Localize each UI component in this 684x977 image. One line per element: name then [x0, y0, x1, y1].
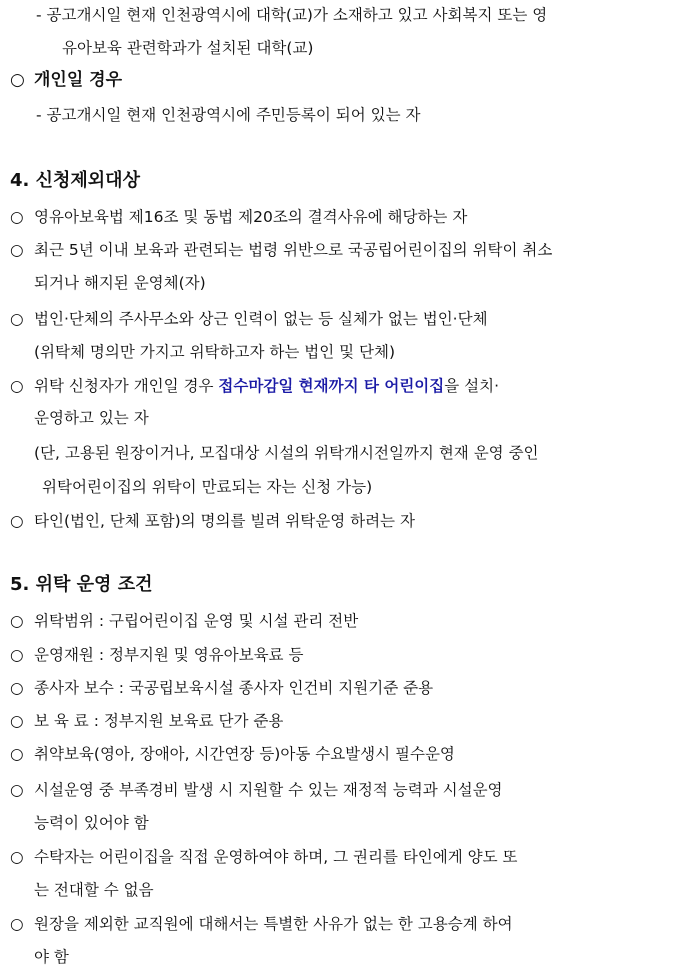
bullet-circle: ○ [10, 70, 25, 90]
bullet-circle: ○ [10, 377, 24, 395]
section-4-title: 4. 신청제외대상 [10, 170, 140, 191]
university-condition-line-2: 유아보육 관련학과가 설치된 대학(교) [62, 39, 314, 57]
bullet-circle: ○ [10, 241, 24, 259]
condition-item-7-text-1: 수탁자는 어린이집을 직접 운영하여야 하며, 그 권리를 타인에게 양도 또 [34, 848, 518, 866]
condition-item-6-text-2: 능력이 있어야 함 [34, 814, 149, 832]
condition-item-7-text-2: 는 전대할 수 없음 [34, 881, 154, 899]
exclusion-item-5-text: 타인(법인, 단체 포함)의 명의를 빌려 위탁운영 하려는 자 [34, 512, 415, 530]
condition-item-7 [10, 846, 518, 868]
exclusion-item-3-text-2: (위탁체 명의만 가지고 위탁하고자 하는 법인 및 단체) [34, 343, 396, 361]
section-5-title: 5. 위탁 운영 조건 [10, 574, 153, 595]
condition-item-4 [10, 710, 283, 732]
condition-item-8-text-1: 원장을 제외한 교직원에 대해서는 특별한 사유가 없는 한 고용승계 하여 [34, 915, 513, 933]
bullet-circle: ○ [10, 208, 24, 226]
residency-condition-line: - 공고개시일 현재 인천광역시에 주민등록이 되어 있는 자 [36, 106, 421, 124]
condition-item-8 [10, 913, 513, 935]
bullet-circle: ○ [10, 848, 24, 866]
exclusion-item-4 [10, 375, 499, 397]
bullet-circle: ○ [10, 679, 24, 697]
personal-heading-text: 개인일 경우 [34, 70, 123, 90]
exclusion-item-1-text: 영유아보육법 제16조 및 동법 제20조의 결격사유에 해당하는 자 [34, 208, 468, 226]
exclusion-item-3 [10, 308, 488, 330]
condition-item-3-text: 종사자 보수 : 국공립보육시설 종사자 인건비 지원기준 준용 [34, 679, 434, 697]
bullet-circle: ○ [10, 646, 24, 664]
exclusion-item-4-highlight: 접수마감일 현재까지 타 어린이집 [218, 377, 445, 395]
bullet-circle: ○ [10, 745, 24, 763]
exclusion-item-4-note-2: 위탁어린이집의 위탁이 만료되는 자는 신청 가능) [42, 478, 373, 496]
exclusion-item-2-text-2: 되거나 해지된 운영체(자) [34, 274, 206, 292]
bullet-circle: ○ [10, 612, 24, 630]
condition-item-2 [10, 644, 303, 666]
university-condition-line-1: - 공고개시일 현재 인천광역시에 대학(교)가 소재하고 있고 사회복지 또는 영 [36, 6, 548, 24]
condition-item-2-text: 운영재원 : 정부지원 및 영유아보육료 등 [34, 646, 304, 664]
exclusion-item-5 [10, 510, 415, 532]
exclusion-item-3-text-1: 법인·단체의 주사무소와 상근 인력이 없는 등 실체가 없는 법인·단체 [34, 310, 488, 328]
personal-heading [10, 69, 122, 91]
condition-item-6 [10, 779, 503, 801]
condition-item-4-text: 보 육 료 : 정부지원 보육료 단가 준용 [34, 712, 284, 730]
condition-item-6-text-1: 시설운영 중 부족경비 발생 시 지원할 수 있는 재정적 능력과 시설운영 [34, 781, 503, 799]
exclusion-item-4-pre: 위탁 신청자가 개인일 경우 [34, 377, 219, 395]
exclusion-item-4-line-2: 운영하고 있는 자 [34, 409, 149, 427]
exclusion-item-2-text-1: 최근 5년 이내 보육과 관련되는 법령 위반으로 국공립어린이집의 위탁이 취소 [34, 241, 553, 259]
exclusion-item-4-note-1: (단, 고용된 원장이거나, 모집대상 시설의 위탁개시전일까지 현재 운영 중인 [34, 444, 539, 462]
bullet-circle: ○ [10, 781, 24, 799]
condition-item-8-text-2: 야 함 [34, 948, 69, 966]
condition-item-3 [10, 677, 433, 699]
bullet-circle: ○ [10, 712, 24, 730]
condition-item-1-text: 위탁범위 : 구립어린이집 운영 및 시설 관리 전반 [34, 612, 359, 630]
exclusion-item-4-post: 을 설치· [444, 377, 500, 395]
bullet-circle: ○ [10, 310, 24, 328]
condition-item-5-text: 취약보육(영아, 장애아, 시간연장 등)아동 수요발생시 필수운영 [34, 745, 455, 763]
exclusion-item-2 [10, 239, 552, 261]
condition-item-5 [10, 743, 455, 765]
bullet-circle: ○ [10, 915, 24, 933]
bullet-circle: ○ [10, 512, 24, 530]
exclusion-item-1 [10, 206, 467, 228]
condition-item-1 [10, 610, 358, 632]
